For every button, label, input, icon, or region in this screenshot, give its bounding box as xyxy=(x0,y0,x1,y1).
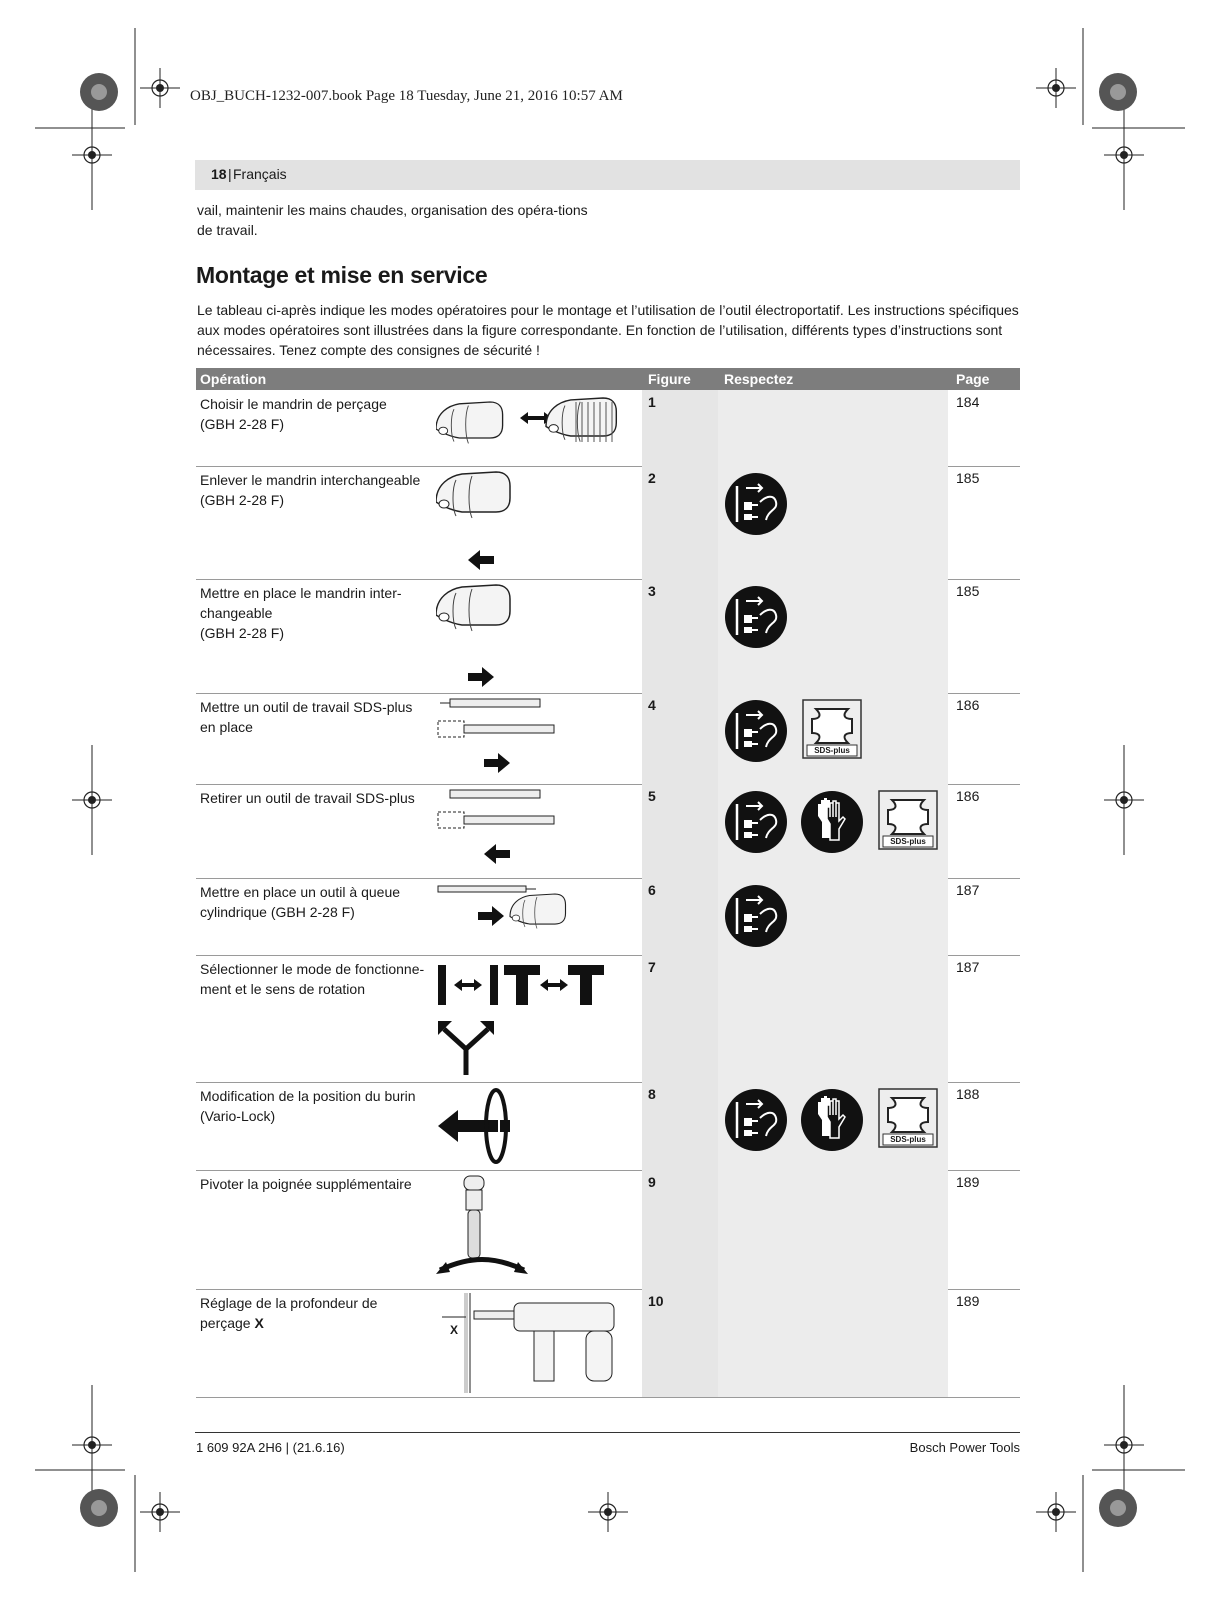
section-title: Montage et mise en service xyxy=(196,262,488,288)
chuck-remove-icon xyxy=(436,468,626,583)
depth-stop-icon xyxy=(436,1291,626,1400)
table-row xyxy=(196,1289,1020,1398)
operation-line: (GBH 2-28 F) xyxy=(200,625,285,641)
footer-code: 1 609 92A 2H6 | (21.6.16) xyxy=(196,1440,345,1455)
operation-line: (GBH 2-28 F) xyxy=(200,416,285,432)
operation-text xyxy=(200,1293,430,1333)
unplug-icon xyxy=(724,1088,788,1152)
sds-plus-label: SDS-plus xyxy=(890,837,926,846)
page-ref: 187 xyxy=(956,959,980,975)
figure-number: 7 xyxy=(648,959,656,975)
col-figure: Figure xyxy=(648,371,691,387)
page-ref: 185 xyxy=(956,583,980,599)
section-intro: Le tableau ci-après indique les modes opératoires pour le montage et l’utilisation de l’outil électroportatif. Les instructions spécifiques aux modes opératoires sont illustrées dans la figure correspondante. En fonction de l’utilisation, différents types d’instructions sont nécessaires. Tenez compte des consignes de sécurité ! xyxy=(197,302,1019,358)
vario-lock-icon xyxy=(436,1084,626,1173)
operation-line: (Vario-Lock) xyxy=(200,1108,276,1124)
table-row xyxy=(196,1082,1020,1171)
cylinder-shank-icon xyxy=(436,880,626,955)
header-language: Français xyxy=(233,166,287,182)
table-row xyxy=(196,390,1020,467)
operation-line: perçage X xyxy=(200,1315,264,1331)
table-header xyxy=(196,368,1020,390)
mode-select-icon xyxy=(436,957,626,1082)
respectez-cell xyxy=(718,1170,948,1289)
page-ref: 189 xyxy=(956,1174,980,1190)
table-row xyxy=(196,579,1020,694)
gloves-icon xyxy=(800,1088,864,1152)
page-ref: 189 xyxy=(956,1293,980,1309)
respectez-cell xyxy=(718,955,948,1082)
operation-text xyxy=(200,882,430,922)
col-operation: Opération xyxy=(200,371,267,387)
operation-text xyxy=(200,583,430,643)
running-header xyxy=(195,160,1020,190)
page-ref: 185 xyxy=(956,470,980,486)
printer-header: OBJ_BUCH-1232-007.book Page 18 Tuesday, June 21, 2016 10:57 AM xyxy=(190,88,623,104)
operation-line: Pivoter la poignée supplémentaire xyxy=(200,1176,412,1192)
figure-number: 9 xyxy=(648,1174,656,1190)
col-page: Page xyxy=(956,371,990,387)
footer-rule xyxy=(195,1432,1020,1433)
table-row xyxy=(196,1170,1020,1290)
footer-brand: Bosch Power Tools xyxy=(909,1440,1020,1455)
sds-plus-icon xyxy=(802,699,862,759)
intro-continuation: vail, maintenir les mains chaudes, organisation des opéra-tions de travail. xyxy=(197,202,588,238)
chuck-insert-icon xyxy=(436,581,626,696)
operation-line: Retirer un outil de travail SDS-plus xyxy=(200,790,415,806)
operation-line: en place xyxy=(200,719,253,735)
header-separator: | xyxy=(228,166,232,182)
col-respectez: Respectez xyxy=(724,371,794,387)
figure-number: 3 xyxy=(648,583,656,599)
operation-text xyxy=(200,1174,430,1194)
operation-line: Mettre en place le mandrin inter- xyxy=(200,585,402,601)
unplug-icon xyxy=(724,790,788,854)
table-row xyxy=(196,784,1020,879)
operation-line: Choisir le mandrin de perçage xyxy=(200,396,387,412)
page-ref: 186 xyxy=(956,697,980,713)
operation-text xyxy=(200,697,430,737)
sds-plus-label: SDS-plus xyxy=(814,746,850,755)
figure-number: 2 xyxy=(648,470,656,486)
operation-text xyxy=(200,470,430,510)
operation-line: Modification de la position du burin xyxy=(200,1088,416,1104)
page-ref: 188 xyxy=(956,1086,980,1102)
page-ref: 186 xyxy=(956,788,980,804)
sds-plus-label: SDS-plus xyxy=(890,1135,926,1144)
operation-text xyxy=(200,959,430,999)
handle-rotate-icon xyxy=(436,1172,626,1287)
sds-plus-icon xyxy=(878,790,938,850)
respectez-cell xyxy=(718,1289,948,1397)
table-row xyxy=(196,878,1020,956)
figure-number: 6 xyxy=(648,882,656,898)
page-ref: 187 xyxy=(956,882,980,898)
operation-line: ment et le sens de rotation xyxy=(200,981,365,997)
sds-plus-icon xyxy=(878,1088,938,1148)
operation-line: (GBH 2-28 F) xyxy=(200,492,285,508)
figure-number: 8 xyxy=(648,1086,656,1102)
operation-line: Mettre un outil de travail SDS-plus xyxy=(200,699,413,715)
operation-text xyxy=(200,1086,430,1126)
table-row xyxy=(196,693,1020,785)
operation-line: Réglage de la profondeur de xyxy=(200,1295,378,1311)
operation-line: Mettre en place un outil à queue xyxy=(200,884,401,900)
unplug-icon xyxy=(724,884,788,948)
unplug-icon xyxy=(724,472,788,536)
table-row xyxy=(196,466,1020,580)
page-ref: 184 xyxy=(956,394,980,410)
operation-line: Sélectionner le mode de fonctionne- xyxy=(200,961,425,977)
depth-label: X xyxy=(450,1323,459,1337)
operation-line: Enlever le mandrin interchangeable xyxy=(200,472,421,488)
operation-line: cylindrique (GBH 2-28 F) xyxy=(200,904,355,920)
sds-remove-icon xyxy=(436,786,626,881)
figure-number: 1 xyxy=(648,394,656,410)
page-number: 18 xyxy=(211,166,227,182)
sds-insert-icon xyxy=(436,695,626,790)
operation-text xyxy=(200,788,430,808)
gloves-icon xyxy=(800,790,864,854)
table-row xyxy=(196,955,1020,1083)
respectez-cell xyxy=(718,390,948,466)
chuck-swap-icon xyxy=(436,392,626,469)
figure-number: 10 xyxy=(648,1293,664,1309)
unplug-icon xyxy=(724,585,788,649)
operation-line: changeable xyxy=(200,605,273,621)
figure-number: 4 xyxy=(648,697,656,713)
operation-text xyxy=(200,394,430,434)
unplug-icon xyxy=(724,699,788,763)
figure-number: 5 xyxy=(648,788,656,804)
